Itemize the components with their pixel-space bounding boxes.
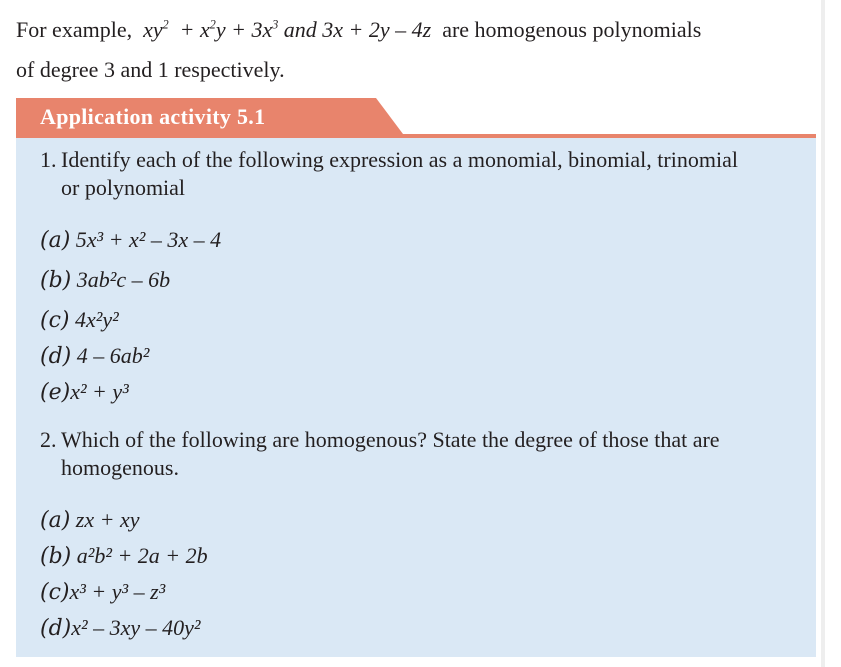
question-text-cont: homogenous. <box>61 455 179 480</box>
question-number: 1. <box>40 147 57 172</box>
intro-paragraph <box>16 10 816 90</box>
item-expression: zx + xy <box>75 507 140 532</box>
q2-item-a <box>40 506 140 535</box>
item-label: (e) <box>40 380 71 405</box>
question-number: 2. <box>40 427 57 452</box>
expr-part: + x <box>179 17 210 42</box>
item-expression: 4x²y² <box>75 307 119 332</box>
q2-item-b <box>40 542 208 571</box>
expr-part: y + 3x <box>215 17 273 42</box>
example-expression-2: 3x + 2y – 4z <box>322 17 432 42</box>
intro-text-end: are homogenous polynomials <box>442 17 702 42</box>
q2-item-d <box>40 614 201 643</box>
item-expression: 3ab²c – 6b <box>76 267 171 292</box>
expr-and: and <box>283 17 317 42</box>
activity-title: Application activity 5.1 <box>40 104 266 129</box>
item-expression: 5x³ + x² – 3x – 4 <box>75 227 222 252</box>
item-label: (a) <box>40 228 71 253</box>
q1-item-a <box>40 226 221 255</box>
item-label: (d) <box>40 344 72 369</box>
intro-line-2: of degree 3 and 1 respectively. <box>16 57 285 82</box>
item-label: (b) <box>40 268 72 293</box>
page-edge-rule <box>821 0 825 667</box>
item-expression: a²b² + 2a + 2b <box>76 543 208 568</box>
question-2 <box>40 426 720 482</box>
expr-part: xy <box>143 17 163 42</box>
q1-item-b <box>40 266 170 295</box>
item-expression: 4 – 6ab² <box>76 343 150 368</box>
intro-text-start: For example, <box>16 17 133 42</box>
activity-banner <box>16 98 816 138</box>
q1-item-d <box>40 342 149 371</box>
item-label: (b) <box>40 544 72 569</box>
item-expression: x² + y³ <box>70 379 129 404</box>
expr-exponent: 2 <box>162 17 169 32</box>
item-label: (c) <box>40 580 70 605</box>
item-expression: x³ + y³ – z³ <box>69 579 166 604</box>
item-label: (d) <box>40 616 72 641</box>
intro-line-1 <box>16 10 816 50</box>
question-text-cont: or polynomial <box>61 175 186 200</box>
q1-item-c <box>40 306 119 335</box>
item-label: (a) <box>40 508 71 533</box>
q2-item-c <box>40 578 165 607</box>
question-text: Identify each of the following expression as a monomial, binomial, trinomial <box>61 147 738 172</box>
expr-exponent: 2 <box>209 17 216 32</box>
item-label: (c) <box>40 308 70 333</box>
question-text: Which of the following are homogenous? State the degree of those that are <box>61 427 720 452</box>
item-expression: x² – 3xy – 40y² <box>71 615 201 640</box>
expr-exponent: 3 <box>272 17 279 32</box>
activity-box <box>16 138 816 657</box>
question-1 <box>40 146 738 202</box>
example-expression-1 <box>138 17 437 42</box>
q1-item-e <box>40 378 129 407</box>
